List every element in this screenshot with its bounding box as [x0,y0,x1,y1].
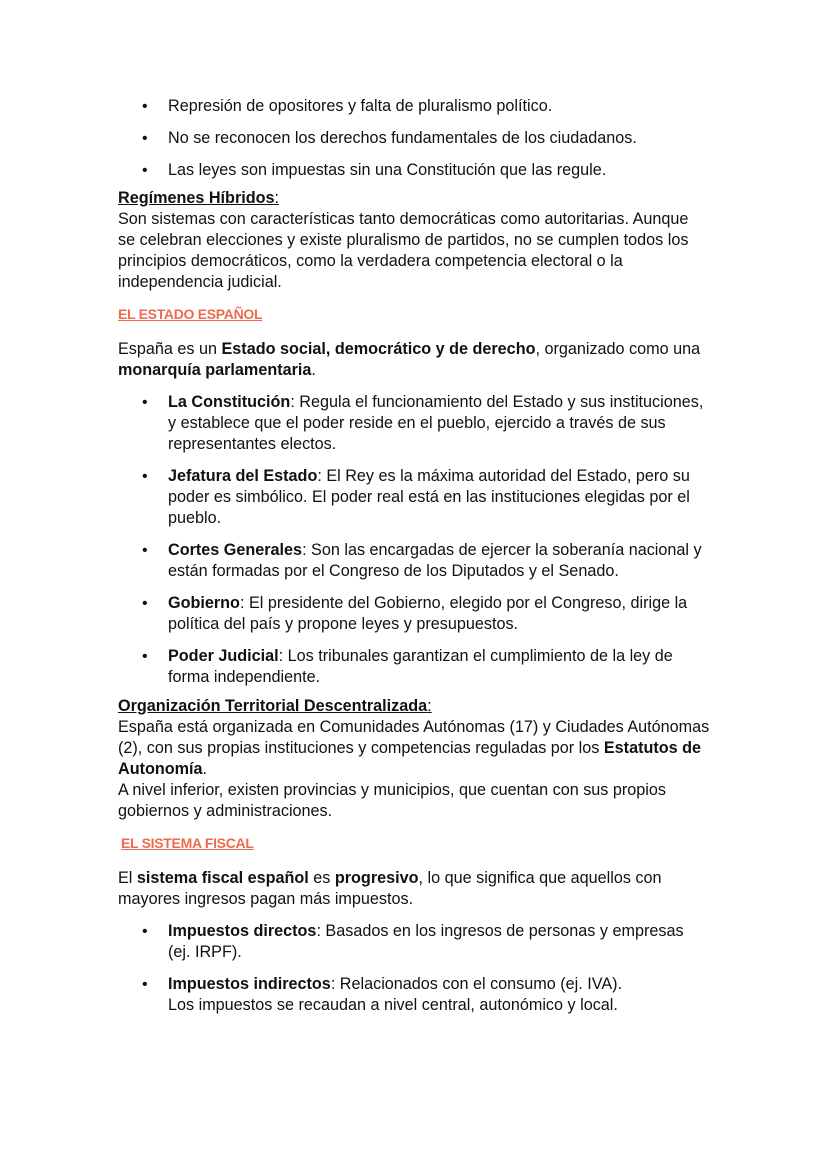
section-title-estado: EL ESTADO ESPAÑOL [118,306,263,322]
item-text: : Basados en los ingresos de personas y empresas (ej. IRPF). [168,922,684,961]
item-term: Impuestos directos [168,922,317,940]
fiscal-intro-bold-2: progresivo [334,869,419,887]
document-page [118,96,710,1027]
estado-intro-bold-1: Estado social, democrático y de derecho [221,340,536,358]
territorial-paragraph [118,717,710,780]
fiscal-list [118,921,710,1016]
item-term: Cortes Generales [168,541,303,559]
hibridos-paragraph: Son sistemas con características tanto democráticas como autoritarias. Aunque se celebran elecciones y existe pluralismo de partidos, no se cumplen todos los principios democráticos, como la verdadera competencia electoral o la independencia judicial. [118,210,689,291]
territorial-text-c: . [202,760,208,778]
list-item [118,646,710,688]
item-term: Gobierno [168,594,240,612]
fiscal-intro-bold-1: sistema fiscal español [136,869,309,887]
estado-intro-a: España es un [118,340,222,358]
item-text: : El presidente del Gobierno, elegido por el Congreso, dirige la política del país y propone leyes y presupuestos. [168,594,688,633]
territorial-heading [118,696,710,717]
top-bullet-list [118,96,710,181]
fiscal-intro-e: , lo que significa que aquellos con mayores ingresos pagan más impuestos. [118,869,662,908]
territorial-text-a: España está organizada en Comunidades Autónomas (17) y Ciudades Autónomas (2), con sus propias instituciones y competencias reguladas por los [118,718,710,757]
section-title-fiscal: EL SISTEMA FISCAL [121,835,254,851]
list-item [118,921,710,963]
item-text: : Regula el funcionamiento del Estado y sus instituciones, y establece que el poder reside en el pueblo, ejercido a través de sus representantes electos. [168,393,704,453]
item-term: La Constitución [168,393,291,411]
item-term: Poder Judicial [168,647,279,665]
fiscal-intro-a: El [118,869,137,887]
list-item [118,392,710,455]
item-text: : El Rey es la máxima autoridad del Estado, pero su poder es simbólico. El poder real está en las instituciones elegidas por el pueblo. [168,467,690,527]
estado-list [118,392,710,688]
list-item: • Las leyes son impuestas sin una Constitución que las regule. [118,160,710,181]
fiscal-intro-c: es [308,869,335,887]
list-item [118,974,710,1016]
estado-intro-c: , organizado como una [535,340,701,358]
item-term: Jefatura del Estado [168,467,318,485]
territorial-colon: : [427,697,432,715]
territorial-paragraph-2: A nivel inferior, existen provincias y municipios, que cuentan con sus propios gobiernos y administraciones. [118,781,666,820]
territorial-text-bold: Estatutos de Autonomía [118,739,702,778]
list-item [118,466,710,529]
item-text: : Los tribunales garantizan el cumplimiento de la ley de forma independiente. [168,647,673,686]
hibridos-heading-text: Regímenes Híbridos [118,189,275,207]
list-item [118,593,710,635]
estado-intro [118,339,710,381]
hibridos-colon: : [274,189,280,207]
list-item: • No se reconocen los derechos fundamentales de los ciudadanos. [118,128,710,149]
fiscal-intro [118,868,710,910]
item-extra-text: Los impuestos se recaudan a nivel central, autonómico y local. [168,996,618,1014]
item-text: : Son las encargadas de ejercer la soberanía nacional y están formadas por el Congreso de los Diputados y el Senado. [168,541,702,580]
territorial-heading-text: Organización Territorial Descentralizada [118,697,428,715]
estado-intro-bold-2: monarquía parlamentaria [118,361,312,379]
list-item: • Represión de opositores y falta de pluralismo político. [118,96,710,117]
list-item [118,540,710,582]
estado-intro-e: . [311,361,316,379]
item-text: : Relacionados con el consumo (ej. IVA). [330,975,623,993]
item-term: Impuestos indirectos [168,975,331,993]
hibridos-heading [118,188,710,209]
